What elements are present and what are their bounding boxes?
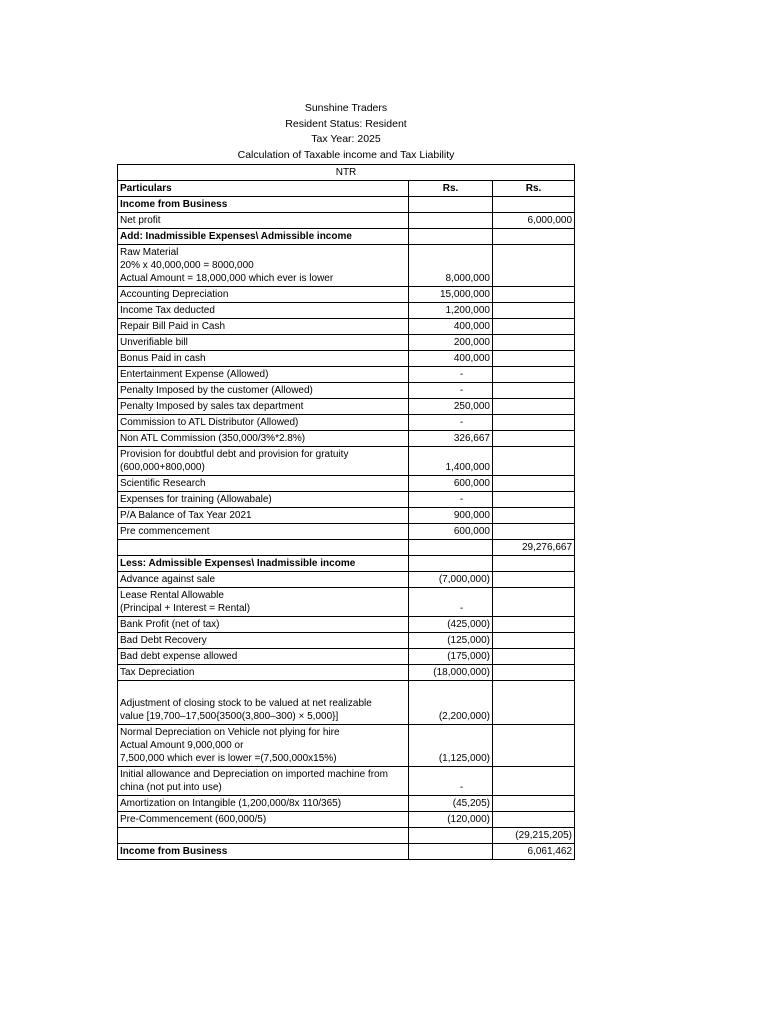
row-label: Income from Business [118, 844, 409, 860]
row-amount: 900,000 [409, 508, 493, 524]
row-amount: 400,000 [409, 319, 493, 335]
row-label: Bonus Paid in cash [118, 351, 409, 367]
row-label [118, 540, 409, 556]
row-total [493, 319, 575, 335]
row-total [493, 383, 575, 399]
row-total [493, 245, 575, 287]
tax-year: Tax Year: 2025 [311, 133, 381, 145]
row-total [493, 335, 575, 351]
row-label [118, 725, 409, 767]
table-row [118, 287, 575, 303]
row-total [493, 508, 575, 524]
row-amount: (2,200,000) [409, 681, 493, 725]
row-label: Penalty Imposed by sales tax department [118, 399, 409, 415]
row-amount: (120,000) [409, 812, 493, 828]
row-label: Commission to ATL Distributor (Allowed) [118, 415, 409, 431]
row-label: Amortization on Intangible (1,200,000/8x 110/365) [118, 796, 409, 812]
row-label: Bank Profit (net of tax) [118, 617, 409, 633]
row-total [493, 367, 575, 383]
table-row [118, 665, 575, 681]
row-total [493, 524, 575, 540]
row-label: Pre commencement [118, 524, 409, 540]
col-particulars: Particulars [118, 181, 409, 197]
row-label-line: Lease Rental Allowable [120, 590, 224, 601]
row-amount [409, 213, 493, 229]
row-amount: (125,000) [409, 633, 493, 649]
row-label: Non ATL Commission (350,000/3%*2.8%) [118, 431, 409, 447]
table-row [118, 524, 575, 540]
row-amount: (175,000) [409, 649, 493, 665]
row-amount: 200,000 [409, 335, 493, 351]
row-label [118, 828, 409, 844]
row-label: Expenses for training (Allowabale) [118, 492, 409, 508]
row-total [493, 476, 575, 492]
row-amount: (425,000) [409, 617, 493, 633]
row-label-line: Raw Material [120, 247, 179, 258]
row-label-line: (600,000+800,000) [120, 462, 205, 473]
row-amount [409, 197, 493, 213]
row-amount: (18,000,000) [409, 665, 493, 681]
row-label: Repair Bill Paid in Cash [118, 319, 409, 335]
row-total [493, 665, 575, 681]
row-label-line: Provision for doubtful debt and provision for gratuity [120, 449, 349, 460]
row-total [493, 796, 575, 812]
ntr-label: NTR [118, 165, 575, 181]
row-label [118, 447, 409, 476]
row-amount: 1,200,000 [409, 303, 493, 319]
row-total [493, 197, 575, 213]
table-row [118, 572, 575, 588]
row-label: Pre-Commencement (600,000/5) [118, 812, 409, 828]
table-row [118, 197, 575, 213]
table-row [118, 229, 575, 245]
table-row [118, 303, 575, 319]
row-total [493, 351, 575, 367]
row-label-line: Actual Amount 9,000,000 or [120, 740, 244, 751]
row-amount: 8,000,000 [409, 245, 493, 287]
row-amount: 250,000 [409, 399, 493, 415]
row-total [493, 229, 575, 245]
table-row [118, 812, 575, 828]
row-label [118, 245, 409, 287]
table-row [118, 556, 575, 572]
row-amount: - [409, 492, 493, 508]
row-label: Bad Debt Recovery [118, 633, 409, 649]
company-name: Sunshine Traders [304, 102, 388, 114]
row-label [118, 767, 409, 796]
row-total [493, 492, 575, 508]
row-amount: 1,400,000 [409, 447, 493, 476]
row-label [118, 588, 409, 617]
row-amount: 600,000 [409, 476, 493, 492]
total-row [118, 844, 575, 860]
table-row [118, 796, 575, 812]
row-label: Net profit [118, 213, 409, 229]
row-label: Entertainment Expense (Allowed) [118, 367, 409, 383]
row-label [118, 681, 409, 725]
row-label-line: 7,500,000 which ever is lower =(7,500,000x15%) [120, 753, 337, 764]
row-label: Accounting Depreciation [118, 287, 409, 303]
row-total [493, 812, 575, 828]
row-amount [409, 229, 493, 245]
row-total [493, 725, 575, 767]
section-heading: Less: Admissible Expenses\ Inadmissible income [118, 556, 409, 572]
table-row [118, 633, 575, 649]
row-amount [409, 556, 493, 572]
column-header-row [118, 181, 575, 197]
table-row [118, 447, 575, 476]
table-row [118, 383, 575, 399]
table-row [118, 399, 575, 415]
subtotal-row [118, 540, 575, 556]
table-row [118, 649, 575, 665]
table-row [118, 431, 575, 447]
table-row [118, 617, 575, 633]
row-label: Bad debt expense allowed [118, 649, 409, 665]
row-total [493, 633, 575, 649]
row-total [493, 588, 575, 617]
row-label-line: Normal Depreciation on Vehicle not plying for hire [120, 727, 340, 738]
table-row [118, 351, 575, 367]
table-row [118, 335, 575, 351]
row-amount: (7,000,000) [409, 572, 493, 588]
row-label: Income Tax deducted [118, 303, 409, 319]
resident-status: Resident Status: Resident [285, 118, 407, 130]
table-row [118, 245, 575, 287]
row-amount: (1,125,000) [409, 725, 493, 767]
row-total [493, 447, 575, 476]
row-label: P/A Balance of Tax Year 2021 [118, 508, 409, 524]
row-total [493, 556, 575, 572]
add-subtotal: 29,276,667 [493, 540, 575, 556]
row-total [493, 767, 575, 796]
income-from-business-total: 6,061,462 [493, 844, 575, 860]
table-row [118, 492, 575, 508]
row-amount: 600,000 [409, 524, 493, 540]
row-total [493, 303, 575, 319]
row-label: Tax Depreciation [118, 665, 409, 681]
row-amount [409, 844, 493, 860]
row-amount: - [409, 367, 493, 383]
row-total [493, 681, 575, 725]
table-row [118, 681, 575, 725]
row-amount: - [409, 383, 493, 399]
table-row [118, 415, 575, 431]
row-total [493, 572, 575, 588]
row-amount [409, 540, 493, 556]
row-label: Income from Business [118, 197, 409, 213]
row-label-line: Adjustment of closing stock to be valued at net realizable [120, 698, 372, 709]
row-total [493, 617, 575, 633]
table-row [118, 725, 575, 767]
document-title: Calculation of Taxable income and Tax Liability [237, 149, 455, 161]
section-heading: Add: Inadmissible Expenses\ Admissible income [118, 229, 409, 245]
row-amount: 15,000,000 [409, 287, 493, 303]
row-total [493, 399, 575, 415]
row-label-line: (Principal + Interest = Rental) [120, 603, 251, 614]
table-row [118, 767, 575, 796]
row-total [493, 287, 575, 303]
table-row [118, 588, 575, 617]
row-amount: (45,205) [409, 796, 493, 812]
row-total [493, 431, 575, 447]
tax-computation-table [117, 164, 575, 860]
table-row [118, 367, 575, 383]
row-label-line: 20% x 40,000,000 = 8000,000 [120, 260, 254, 271]
row-label: Advance against sale [118, 572, 409, 588]
less-subtotal: (29,215,205) [493, 828, 575, 844]
row-label-line: Initial allowance and Depreciation on imported machine from [120, 769, 388, 780]
row-amount [409, 828, 493, 844]
row-total [493, 415, 575, 431]
row-amount: - [409, 767, 493, 796]
row-amount: - [409, 415, 493, 431]
row-total: 6,000,000 [493, 213, 575, 229]
row-amount: 326,667 [409, 431, 493, 447]
subtotal-row [118, 828, 575, 844]
table-row [118, 213, 575, 229]
col-rs-1: Rs. [409, 181, 493, 197]
row-amount: 400,000 [409, 351, 493, 367]
table-row [118, 476, 575, 492]
row-total [493, 649, 575, 665]
ntr-row [118, 165, 575, 181]
row-amount: - [409, 588, 493, 617]
row-label: Penalty Imposed by the customer (Allowed) [118, 383, 409, 399]
row-label: Scientific Research [118, 476, 409, 492]
row-label-line: china (not put into use) [120, 782, 222, 793]
row-label-line: Actual Amount = 18,000,000 which ever is lower [120, 273, 334, 284]
table-row [118, 319, 575, 335]
table-row [118, 508, 575, 524]
row-label: Unverifiable bill [118, 335, 409, 351]
row-label-line: value [19,700–17,500{3500(3,800–300) × 5,000}] [120, 711, 339, 722]
col-rs-2: Rs. [493, 181, 575, 197]
